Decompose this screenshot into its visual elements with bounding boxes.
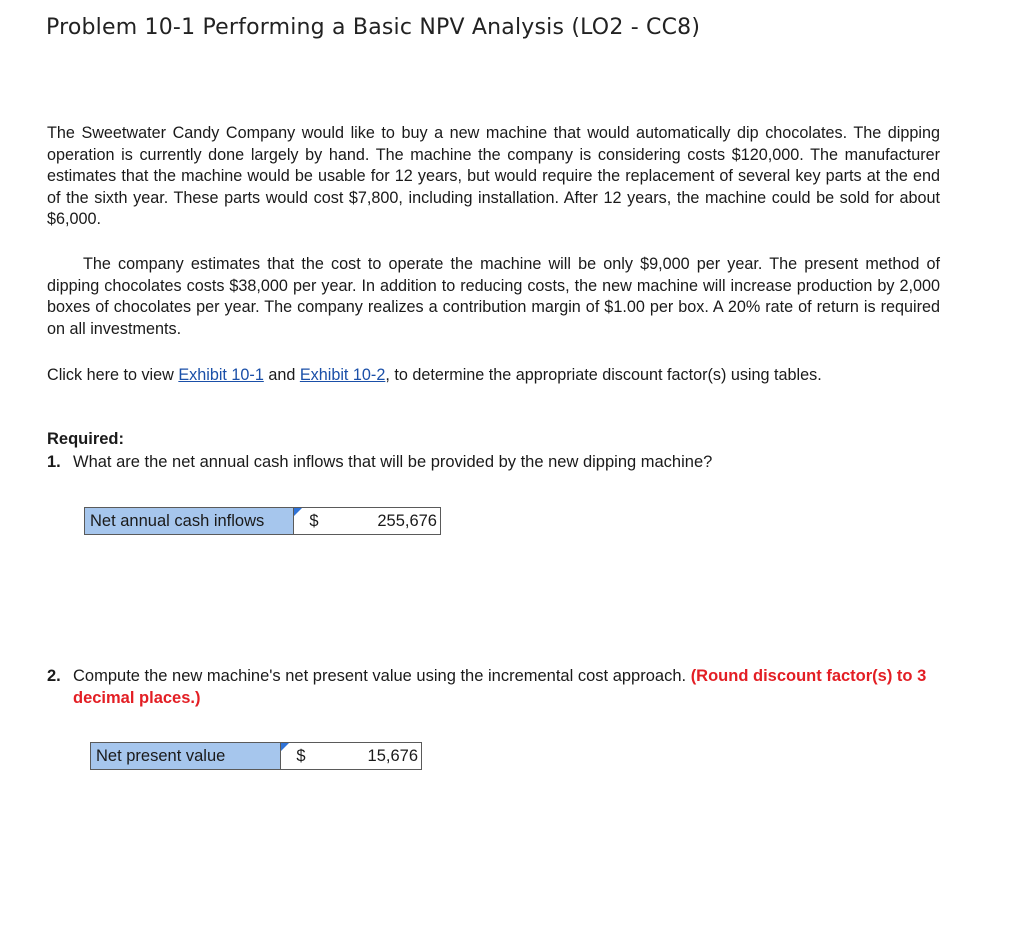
net-annual-cash-inflows-input[interactable] (294, 508, 440, 534)
exhibit-text-before: Click here to view (47, 366, 179, 384)
net-present-value-value[interactable]: 15,676 (367, 747, 418, 765)
problem-title: Problem 10-1 Performing a Basic NPV Analysis (LO2 - CC8) (46, 15, 701, 40)
currency-symbol: $ (309, 512, 319, 530)
net-present-value-label: Net present value (91, 743, 281, 769)
question-2-text: Compute the new machine's net present value using the incremental cost approach. (73, 667, 687, 685)
exhibit-text-after: , to determine the appropriate discount factor(s) using tables. (385, 366, 822, 384)
exhibit-10-2-link[interactable]: Exhibit 10-2 (299, 366, 386, 384)
net-present-value-row (90, 742, 422, 770)
net-annual-cash-inflows-row (84, 507, 441, 535)
problem-paragraph-2: The company estimates that the cost to operate the machine will be only $9,000 per year. The present method of dipping chocolates costs $38,000 per year. In addition to reducing costs, the new machine will increase production by 2,000 boxes of chocolates per year. The company realizes a contribution margin of $1.00 per box. A 20% rate of return is required on all investments. (47, 255, 940, 338)
exhibit-text-middle: and (263, 366, 300, 384)
net-annual-cash-inflows-value[interactable]: 255,676 (377, 512, 437, 530)
currency-symbol: $ (296, 747, 306, 765)
problem-paragraph-1: The Sweetwater Candy Company would like to buy a new machine that would automatically dip chocolates. The dipping operation is currently done largely by hand. The machine the company is considering costs $120,000. The manufacturer estimates that the machine would be usable for 12 years, but would require the replacement of several key parts at the end of the sixth year. These parts would cost $7,800, including installation. After 12 years, the machine could be sold for about $6,000. (47, 124, 940, 228)
answer-flag-icon (294, 508, 302, 516)
question-2-body (73, 666, 939, 709)
net-present-value-input[interactable] (281, 743, 421, 769)
net-annual-cash-inflows-label: Net annual cash inflows (85, 508, 294, 534)
rounding-note: (Round discount factor(s) to 3 decimal places.) (73, 667, 927, 707)
question-1 (47, 452, 712, 474)
question-2 (47, 666, 940, 709)
question-1-number: 1. (47, 453, 61, 471)
answer-flag-icon (281, 743, 289, 751)
question-2-number: 2. (47, 667, 61, 685)
required-heading: Required: (47, 430, 125, 448)
question-1-text: What are the net annual cash inflows that will be provided by the new dipping machine? (73, 453, 713, 471)
exhibit-10-1-link[interactable]: Exhibit 10-1 (178, 366, 264, 384)
exhibit-instructions (47, 365, 940, 387)
